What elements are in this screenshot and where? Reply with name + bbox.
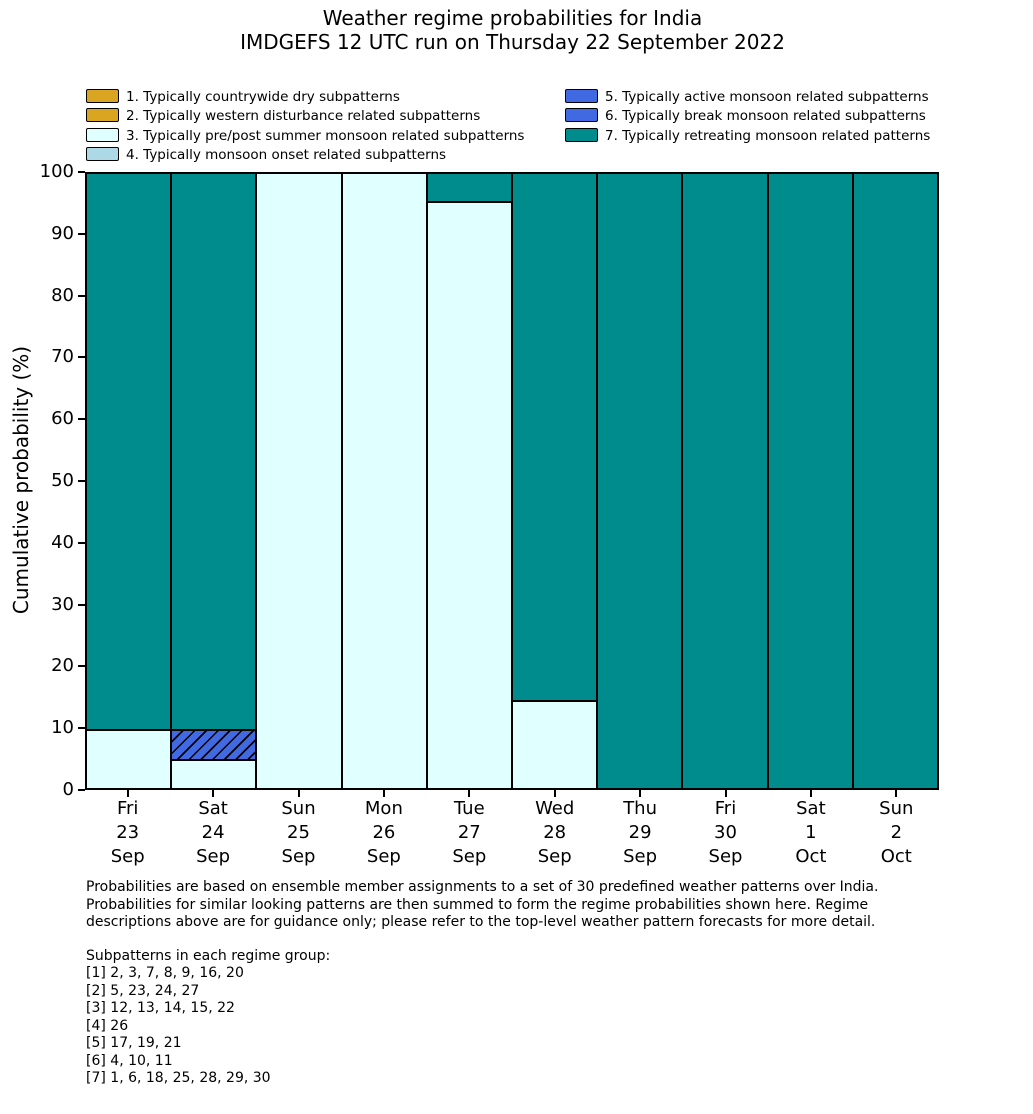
legend-label: 6. Typically break monsoon related subpatterns [605, 108, 926, 125]
y-tick-label: 80 [51, 284, 74, 306]
bar-segment-regime-3 [256, 173, 341, 789]
x-tick-label-line: Oct [795, 846, 827, 867]
x-tick-label-line: Thu [623, 798, 657, 819]
legend-item [86, 127, 546, 146]
footer-line: Probabilities are based on ensemble member assignments to a set of 30 predefined weather patterns over India. [86, 879, 879, 895]
legend-swatch-regime-1 [86, 89, 119, 103]
x-tick-label-line: Sep [708, 846, 743, 867]
x-tick-label-line: Sep [366, 846, 401, 867]
x-tick-label-line: Sep [537, 846, 572, 867]
legend-item [86, 107, 546, 126]
bar-segment-regime-7 [512, 173, 597, 701]
bar-segment-regime-7 [768, 173, 853, 789]
x-tick-label-line: Mon [364, 798, 403, 819]
y-tickmark [78, 727, 85, 729]
legend-swatch-regime-4 [86, 147, 119, 161]
subpatterns-title: Subpatterns in each regime group: [86, 947, 331, 964]
x-tick-label-line: Tue [453, 798, 485, 819]
x-tick-label-line: Sep [623, 846, 658, 867]
legend-label: 1. Typically countrywide dry subpatterns [126, 89, 400, 105]
x-tick-label-line: Sat [198, 798, 228, 819]
bar-segment-regime-7 [853, 173, 938, 789]
legend-column-left [86, 88, 546, 165]
legend-item [565, 88, 1025, 107]
y-tickmark [78, 604, 85, 606]
x-tick-label-line: Sun [879, 798, 914, 819]
x-tickmark [895, 790, 897, 797]
y-tickmark [78, 418, 85, 420]
bar-segment-regime-3 [86, 730, 171, 789]
subpattern-line: [7] 1, 6, 18, 25, 28, 29, 30 [86, 1070, 271, 1086]
x-tickmark [554, 790, 556, 797]
x-tick-label-line: 27 [457, 822, 481, 843]
x-tick-label-line: Wed [535, 798, 575, 819]
x-tick-label [168, 797, 258, 869]
footer-paragraph [86, 879, 1026, 932]
legend-label: 7. Typically retreating monsoon related patterns [605, 127, 931, 144]
y-tickmark [78, 480, 85, 482]
y-tick-label: 20 [51, 655, 74, 677]
x-tickmark [212, 790, 214, 797]
subpattern-line: [4] 26 [86, 1017, 129, 1034]
subpattern-line: [2] 5, 23, 24, 27 [86, 982, 200, 999]
x-tick-label-line: Sep [452, 846, 487, 867]
subpatterns-list [86, 965, 1026, 1088]
subpattern-line: [3] 12, 13, 14, 15, 22 [86, 1000, 235, 1016]
y-tick-label: 60 [51, 408, 74, 430]
y-tick-label: 50 [51, 470, 74, 491]
y-tick-label: 0 [62, 779, 74, 800]
y-tickmark [78, 171, 85, 173]
legend-label: 5. Typically active monsoon related subpatterns [605, 89, 929, 105]
legend-label: 3. Typically pre/post summer monsoon related subpatterns [126, 127, 525, 144]
y-tickmark [78, 789, 85, 791]
x-tick-label [766, 797, 856, 869]
subpattern-line: [1] 2, 3, 7, 8, 9, 16, 20 [86, 965, 244, 981]
legend-item [86, 146, 546, 165]
chart-title: Weather regime probabilities for India [322, 6, 703, 30]
x-tick-label-line: 26 [372, 822, 396, 843]
bar-segment-regime-6 [171, 730, 256, 759]
y-tick-label: 90 [51, 222, 74, 244]
footer-line: Probabilities for similar looking patterns are then summed to form the regime probabilities shown here. Regime [86, 896, 869, 913]
x-tick-label-line: Sep [110, 846, 145, 867]
x-tick-label-line: 29 [628, 822, 652, 843]
legend-item [86, 88, 546, 107]
legend-label: 4. Typically monsoon onset related subpatterns [126, 146, 447, 163]
bar-segment-regime-3 [342, 173, 427, 789]
x-tick-label-line: 30 [714, 822, 737, 843]
x-tick-label-line: 1 [805, 822, 817, 843]
y-tick-label: 100 [39, 161, 74, 182]
x-tick-label-line: Sun [281, 798, 316, 819]
x-tick-label-line: 24 [201, 822, 225, 843]
x-tickmark [468, 790, 470, 797]
y-tick-label: 40 [51, 531, 74, 553]
chart-subtitle: IMDGEFS 12 UTC run on Thursday 22 September 2022 [240, 30, 785, 54]
x-tick-label-line: 28 [543, 822, 567, 843]
bar-segment-regime-3 [171, 760, 256, 789]
x-tickmark [639, 790, 641, 797]
y-tick-label: 70 [51, 346, 74, 368]
x-tick-label-line: Sat [796, 798, 826, 819]
bar-segment-regime-7 [427, 173, 512, 202]
footer-notes [86, 879, 1026, 1088]
y-tickmark [78, 356, 85, 358]
x-tickmark [127, 790, 129, 797]
x-tick-label [339, 797, 429, 869]
y-tickmark [78, 233, 85, 235]
legend-label: 2. Typically western disturbance related subpatterns [126, 108, 481, 125]
bar-segment-regime-7 [682, 173, 767, 789]
x-tick-label [510, 797, 600, 869]
x-tick-label-line: Sep [281, 846, 316, 867]
bar-segment-regime-7 [86, 173, 171, 730]
x-tick-label [83, 797, 173, 869]
x-tick-label-line: 2 [890, 822, 903, 843]
x-tick-label-line: 23 [116, 822, 140, 843]
x-tick-label [595, 797, 685, 869]
x-tick-label-line: 25 [287, 822, 310, 843]
y-tickmark [78, 665, 85, 667]
subpatterns-block [86, 948, 1026, 1088]
x-tick-label-line: Oct [880, 846, 912, 867]
y-tickmark [78, 295, 85, 297]
x-tick-label [851, 797, 941, 869]
x-tickmark [810, 790, 812, 797]
x-tick-label-line: Fri [116, 798, 139, 819]
x-tick-label [254, 797, 344, 869]
footer-line: descriptions above are for guidance only; please refer to the top-level weather pattern forecasts for more detail. [86, 914, 876, 930]
x-tickmark [298, 790, 300, 797]
y-tick-label: 10 [51, 717, 74, 739]
legend-swatch-regime-3 [86, 128, 119, 142]
legend-swatch-regime-5 [565, 89, 598, 103]
y-tickmark [78, 542, 85, 544]
legend-swatch-regime-6 [565, 108, 598, 122]
legend-item [565, 107, 1025, 126]
bar-segment-regime-3 [512, 701, 597, 789]
legend-item [565, 127, 1025, 146]
legend-swatch-regime-2 [86, 108, 119, 122]
legend-column-right [565, 88, 1025, 146]
y-tick-label: 30 [51, 593, 74, 615]
x-tickmark [725, 790, 727, 797]
x-tickmark [383, 790, 385, 797]
legend-swatch-regime-7 [565, 128, 598, 142]
subpattern-line: [6] 4, 10, 11 [86, 1052, 173, 1069]
x-tick-label [424, 797, 514, 869]
bar-segment-regime-3 [427, 202, 512, 789]
x-tick-label [681, 797, 771, 869]
subpattern-line: [5] 17, 19, 21 [86, 1035, 182, 1051]
x-tick-label-line: Fri [714, 798, 737, 819]
y-axis-label: Cumulative probability (%) [9, 345, 33, 615]
plot-area [85, 172, 939, 790]
bar-segment-regime-7 [171, 173, 256, 730]
bar-segment-regime-7 [597, 173, 682, 789]
x-tick-label-line: Sep [196, 846, 231, 867]
